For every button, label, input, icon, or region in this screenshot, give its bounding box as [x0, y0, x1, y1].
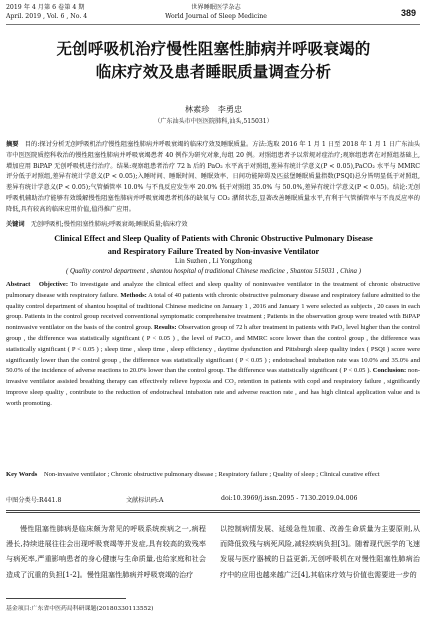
keywords-en: [6, 470, 420, 480]
abstract-en-methods: A total of 40 patients with chronic obstructive pulmonary disease and respiratory failure admitted to the quality control department of shantou hospital of traditional Chinese medicine on January 1 , 2016 and January 1 were selected as subjects , 20 cases in each group. Patients in the control group received conventional symptomatic comprehensive treatment ; Patients in the observation group were treated with BiPAP noninvasive ventilator on the basis of the control group.: [6, 291, 421, 332]
affiliation-cn: （广东汕头市中医医院肺科,汕头,515031）: [154, 118, 273, 125]
keywords-en-label: Key Words: [6, 471, 38, 478]
article-metadata: [6, 495, 420, 504]
journal-name: [146, 4, 286, 21]
abstract-en-results: Observation group of 72 h after treatment in patients with PaO₂ level higher than the control group , the difference was statistically significant ( P < 0.05 ) , the level of PaCO₂ and MMRC score lower than the control group , the difference was statistically significant ( P < 0.05 ) ; sleep time , sleep time , sleep efficiency , daytime dysfunction and Pittsburgh sleep quality index ( PSQI ) score were significantly lower than the control group , the difference was statistically significant ( P < 0.05 ) ; endotracheal intubation rate was 10.0% and 35.0% and 50.0% of the incidence of adverse reactions to 20.0% lower than the control group. The difference was statistically significant ( P < 0.05 ).: [6, 324, 420, 375]
journal-name-cn: 世界睡眠医学杂志: [191, 4, 241, 11]
keywords-cn-label: 关键词: [6, 221, 25, 228]
affiliation-en: ( Quality control department , shantou hospital of traditional Chinese medicine , Shantou 515031 , China ): [65, 268, 362, 275]
body-column-left: 慢性阻塞性肺病是临床颇为常见的呼吸系统疾病之一,病程漫长,持续进展往往会出现呼吸衰竭等并发症,具有较高的致残率与病死率,严重影响患者的身心健康与生命质量,也给家庭和社会造成了沉重的负担[1-2]。慢性阻塞性肺病并呼吸衰竭的治疗: [6, 524, 206, 579]
journal-issue: [6, 4, 87, 21]
abstract-en-results-label: Results:: [154, 324, 177, 332]
abstract-en-conclusion: non-invasive ventilator assisted breathing therapy can effectively relieve hypoxia and CO₂ retention in patients with copd and respiratory failure , significantly improve sleep quality , contribute to the reduction of endotracheal intubation rate and adverse reaction rate , and has high clinical application value and is worth promoting.: [6, 367, 420, 407]
footnote-divider: [6, 598, 126, 599]
issue-cn: 2019 年 4 月第 6 卷第 4 期: [6, 4, 85, 11]
page-number: 389: [400, 8, 416, 18]
divider: [6, 512, 420, 513]
keywords-cn: [6, 220, 420, 229]
authors-en: Lin Suzhen , Li Yongzhong: [175, 257, 252, 265]
title-cn-line-1: 无创呼吸机治疗慢性阻塞性肺病并呼吸衰竭的: [56, 40, 371, 58]
title-cn-line-2: 临床疗效及患者睡眠质量调查分析: [95, 63, 332, 81]
doi: doi:10.3969/j.issn.2095 - 7130.2019.04.006: [221, 495, 358, 502]
document-code: 文献标识码:A: [126, 497, 164, 504]
running-header: [6, 4, 420, 25]
title-en-line-1: Clinical Effect and Sleep Quality of Patients with Chronic Obstructive Pulmonary Disease: [54, 234, 373, 243]
abstract-cn: [6, 140, 420, 216]
abstract-en-label: Abstract Objective:: [6, 281, 69, 288]
divider: [6, 510, 420, 511]
clc-number: 中图分类号:R441.8: [6, 497, 62, 504]
fund-footnote: 基金项目:广东省中医药局科研课题(20180330113552): [6, 606, 154, 612]
authors-cn: 林素珍 李勇忠: [184, 104, 243, 114]
body-column-right: 以控制病情发展、延缓急性加重、改善生命质量为主要原则,从而降低致残与病死风险,减轻疾病负担[3]。随着现代医学的飞速发展与医疗器械的日益更新,无创呼吸机在对慢性阻塞性肺病治疗中的应用也越来越广泛[4],其临床疗效与价值也需要进一步的: [220, 524, 420, 579]
issue-en: April. 2019 , Vol. 6 , No. 4: [6, 12, 88, 20]
title-en-line-2: and Respiratory Failure Treated by Non-invasive Ventilator: [107, 246, 320, 256]
abstract-cn-text: 目的:探讨分析无创呼吸机治疗慢性阻塞性肺病并呼吸衰竭的临床疗效及睡眠质量。方法:选取 2016 年 1 月 1 日至 2018 年 1 月 1 日广东汕头市中医医院质控科收治的慢性阻塞性肺病并呼吸衰竭患者 40 例作为研究对象,每组 20 例。对照组患者予以常规对症治疗;观察组患者在对照组基础上,增加应用 BiPAP 无创呼吸机进行治疗。结果:观察组患者治疗 72 h 后的 PaO₂ 水平高于对照组,差异有统计学意义(P < 0.05),PaCO₂ 水平与 MMRC 评分低于对照组,差异有统计学意义(P < 0.05);入睡时间、睡眠时间、睡眠效率、日间功能障碍及匹兹堡睡眠质量指数(PSQI)总分皆明显低于对照组,差异有统计学意义(P < 0.05);气管插管率 10.0% 与不良反应发生率 20.0% 低于对照组 35.0% 与 50.0%,差异有统计学意义(P < 0.05)。结论:无创呼吸机辅助治疗能够有效缓解慢性阻塞性肺病并呼吸衰竭患者机体的缺氧与 CO₂ 潴留状态,显著改善睡眠质量水平,有利于气管插管率与不良反应率的降低,具有较高的临床应用价值,值得推广应用。: [6, 141, 421, 213]
abstract-en-objective: To investigate and analyze the clinical effect and sleep quality of noninvasive ventilator in the treatment of chronic obstructive pulmonary disease with respiratory failure.: [6, 281, 420, 299]
abstract-en-methods-label: Methods:: [120, 291, 147, 299]
journal-name-en: World Journal of Sleep Medicine: [165, 12, 267, 20]
keywords-en-text: Non-invasive ventilator ; Chronic obstructive pulmonary disease ; Respiratory failure ; Quality of sleep ; Clinical curative effect: [37, 471, 380, 478]
abstract-en-conclusion-label: Conclusion:: [372, 367, 407, 375]
keywords-cn-text: 无创呼吸机;慢性阻塞性肺病;呼吸衰竭;睡眠质量;临床疗效: [24, 221, 188, 228]
abstract-cn-label: 摘要: [6, 141, 19, 148]
article-title-cn: [0, 38, 427, 84]
article-title-en: [0, 233, 427, 258]
abstract-en: [6, 280, 420, 410]
